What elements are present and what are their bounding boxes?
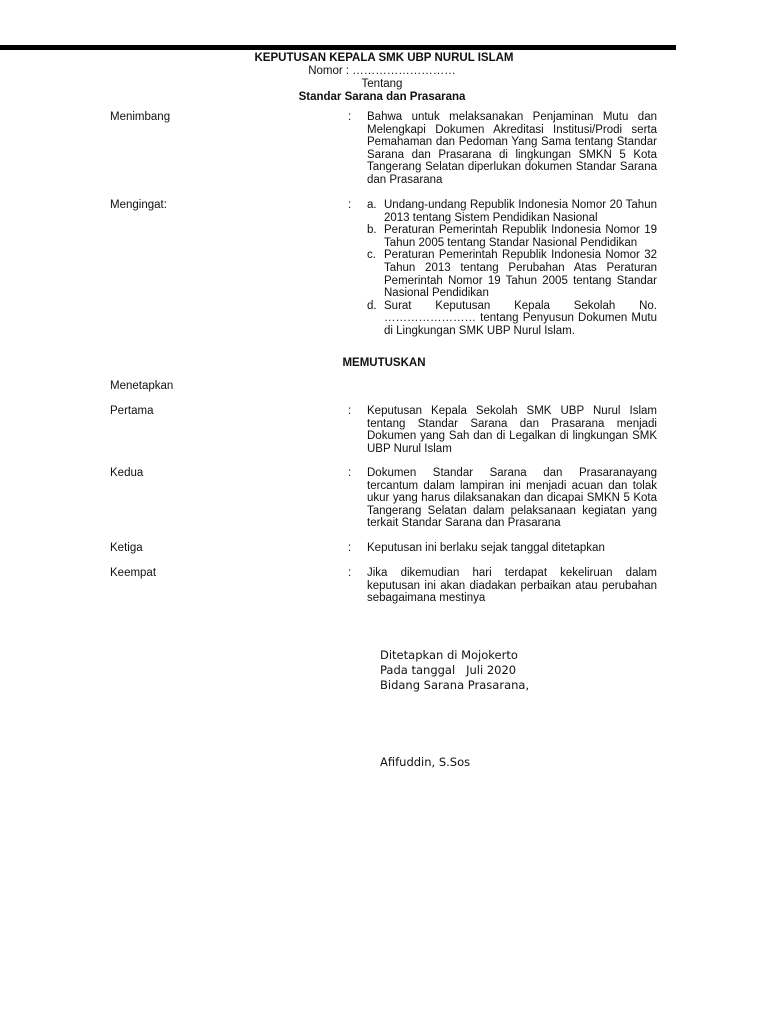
keempat-colon: : <box>348 567 352 579</box>
menimbang-text: Bahwa untuk melaksanakan Penjaminan Mutu dan Melengkapi Dokumen Akreditasi Institusi/Prodi serta Pemahaman dan Pedoman Yang Sama tentang Standar Sarana dan Prasarana di lingkungan SMKN 5 Kota Tangerang Selatan diperlukan dokumen Standar Sarana dan Prasarana <box>367 111 657 186</box>
list-item-text: Peraturan Pemerintah Republik Indonesia Nomor 32 Tahun 2013 tentang Perubahan Atas Peraturan Pemerintah Nomor 19 Tahun 2005 tentang Standar Nasional Pendidikan <box>384 249 657 300</box>
menimbang-label: Menimbang <box>110 111 171 123</box>
ketiga-label: Ketiga <box>110 542 143 554</box>
mengingat-list <box>367 199 657 338</box>
mengingat-colon: : <box>348 199 352 211</box>
list-marker: a. <box>367 199 377 211</box>
pertama-colon: : <box>348 405 352 417</box>
pertama-text: Keputusan Kepala Sekolah SMK UBP Nurul Islam tentang Standar Sarana dan Prasarana menjadi Dokumen yang Sah dan di Legalkan di lingkungan SMK UBP Nurul Islam <box>367 405 657 455</box>
kedua-text: Dokumen Standar Sarana dan Prasaranayang tercantum dalam lampiran ini menjadi acuan dan tolak ukur yang harus dilaksanakan dan dicapai SMKN 5 Kota Tangerang Selatan dalam pelaksanaan kegiatan yang terkait Standar Sarana dan Prasarana <box>367 467 657 530</box>
list-marker: d. <box>367 299 377 312</box>
ketiga-text: Keputusan ini berlaku sejak tanggal ditetapkan <box>367 542 605 554</box>
menetapkan-label: Menetapkan <box>110 380 174 392</box>
memutuskan-heading: MEMUTUSKAN <box>342 357 426 369</box>
menimbang-colon: : <box>348 111 352 123</box>
keempat-text: Jika dikemudian hari terdapat kekeliruan dalam keputusan ini akan diadakan perbaikan atau perubahan sebagaimana mestinya <box>367 567 657 605</box>
top-rule <box>0 45 676 50</box>
decree-subject: Standar Sarana dan Prasarana <box>298 91 466 103</box>
list-item <box>367 249 657 299</box>
signature-date: Pada tanggal Juli 2020 <box>380 663 517 677</box>
pertama-label: Pertama <box>110 405 154 417</box>
decree-number: Nomor : ……………………… <box>308 65 456 77</box>
list-item <box>367 199 657 224</box>
list-marker: b. <box>367 224 377 237</box>
keempat-label: Keempat <box>110 567 157 579</box>
signatory-name: Afifuddin, S.Sos <box>380 755 471 769</box>
signature-place: Ditetapkan di Mojokerto <box>380 648 518 662</box>
list-item <box>367 224 657 249</box>
kedua-label: Kedua <box>110 467 144 479</box>
decree-about-label: Tentang <box>361 78 403 90</box>
ketiga-colon: : <box>348 542 352 554</box>
list-item <box>367 300 657 338</box>
list-item-text: Surat Keputusan Kepala Sekolah No. …………………… tentang Penyusun Dokumen Mutu di Lingkungan SMK UBP Nurul Islam. <box>384 299 657 337</box>
kedua-colon: : <box>348 467 352 479</box>
signature-position: Bidang Sarana Prasarana, <box>380 678 530 692</box>
mengingat-label: Mengingat: <box>110 199 167 211</box>
list-marker: c. <box>367 249 376 262</box>
list-item-text: Peraturan Pemerintah Republik Indonesia Nomor 19 Tahun 2005 tentang Standar Nasional Pendidikan <box>384 224 657 249</box>
list-item-text: Undang-undang Republik Indonesia Nomor 20 Tahun 2013 tentang Sistem Pendidikan Nasional <box>384 199 657 224</box>
decree-title: KEPUTUSAN KEPALA SMK UBP NURUL ISLAM <box>254 52 514 64</box>
